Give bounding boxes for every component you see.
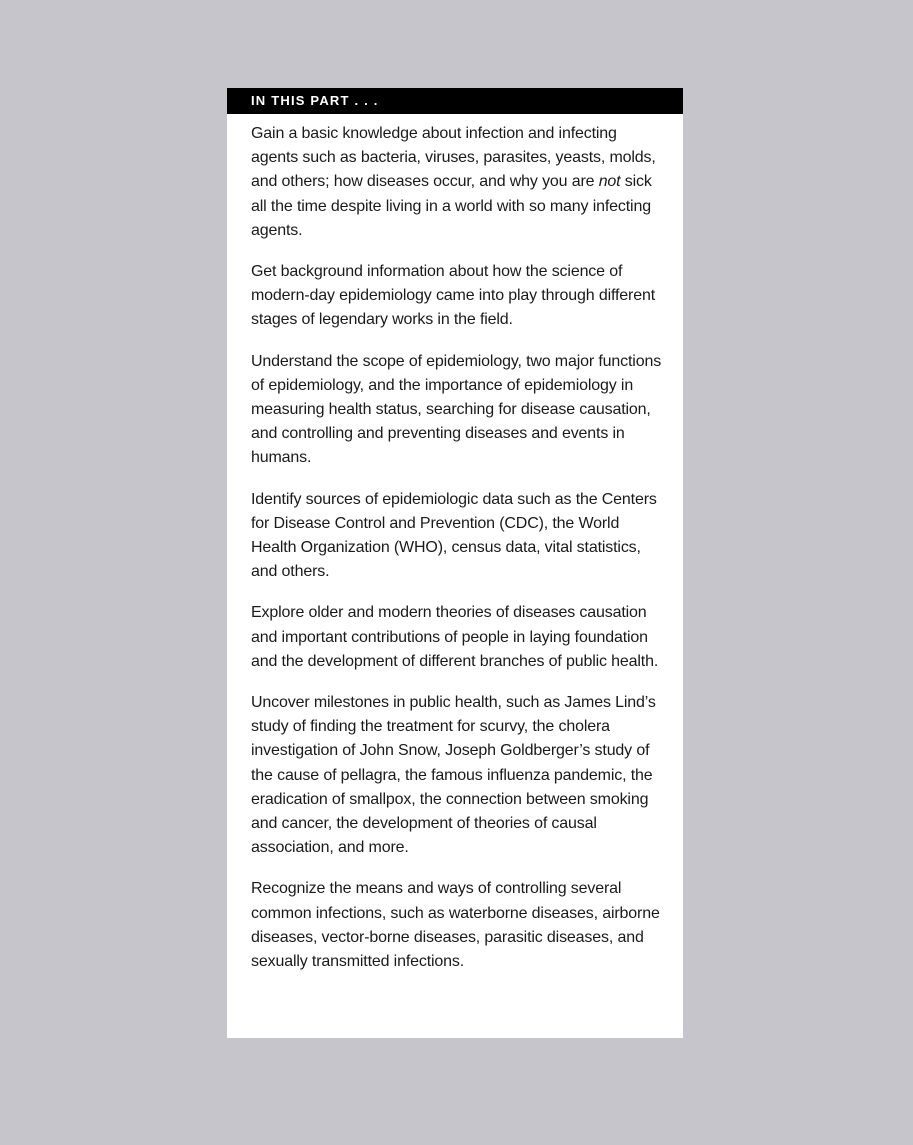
panel-header: IN THIS PART . . . <box>227 88 683 114</box>
overview-item-data-sources: Identify sources of epidemiologic data such as the Centers for Disease Control and Prevention (CDC), the World Health Organization (WHO), census data, vital statistics, and others. <box>251 490 657 581</box>
item-text-start: Gain a basic knowledge about infection and infecting agents such as bacteria, viruses, parasites, yeasts, molds, and others; how diseases occur, and why you are <box>251 125 656 191</box>
item-text-end: sick all the time despite living in a world with so many infecting agents. <box>251 173 652 239</box>
overview-item-infection <box>251 122 663 243</box>
panel-body <box>227 114 683 974</box>
part-overview-panel <box>227 88 683 1038</box>
overview-item-controlling-infections: Recognize the means and ways of controlling several common infections, such as waterborne diseases, airborne diseases, vector-borne diseases, parasitic diseases, and sexually transmitted infections. <box>251 880 660 971</box>
overview-item-history: Get background information about how the science of modern-day epidemiology came into play through different stages of legendary works in the field. <box>251 263 655 329</box>
overview-item-theories: Explore older and modern theories of diseases causation and important contributions of people in laying foundation and the development of different branches of public health. <box>251 604 659 670</box>
item-emphasis: not <box>598 173 621 191</box>
overview-item-milestones: Uncover milestones in public health, such as James Lind’s study of finding the treatment for scurvy, the cholera investigation of John Snow, Joseph Goldberger’s study of the cause of pellagra, the famous influenza pandemic, the eradication of smallpox, the connection between smoking and cancer, the development of theories of causal association, and more. <box>251 694 656 857</box>
overview-item-scope: Understand the scope of epidemiology, two major functions of epidemiology, and the importance of epidemiology in measuring health status, searching for disease causation, and controlling and preventing diseases and events in humans. <box>251 352 662 467</box>
